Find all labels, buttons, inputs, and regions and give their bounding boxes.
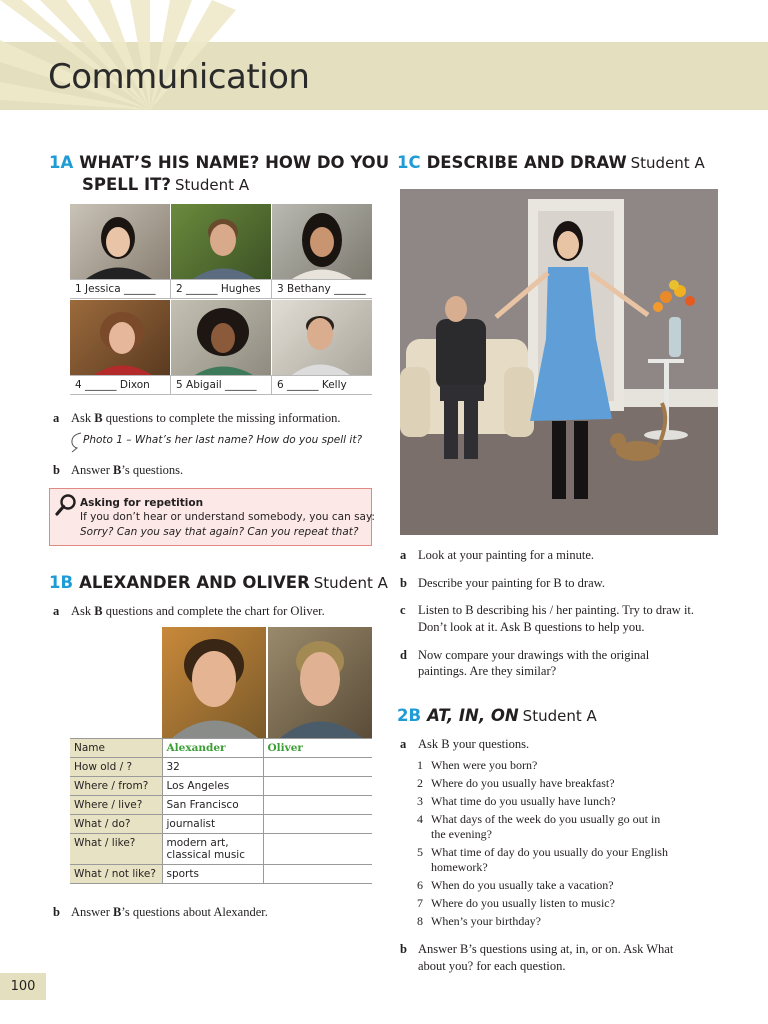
- task-2b-a: [400, 736, 529, 752]
- task-label: b: [400, 576, 407, 590]
- chart-header-cell: Oliver: [263, 739, 372, 758]
- section-1a-heading: [49, 152, 389, 174]
- tip-box: [49, 488, 375, 546]
- task-text: Look at your painting for a minute.: [418, 548, 595, 562]
- section-number: 1B: [49, 573, 74, 592]
- task-label: b: [53, 463, 60, 477]
- task-label: b: [53, 905, 60, 919]
- chart-question-cell: Where / from?: [70, 777, 162, 796]
- chart-answer-cell: 32: [162, 758, 263, 777]
- task-text: Answer B’s questions using at, in, or on. Ask What: [418, 942, 674, 956]
- chart-blank-cell[interactable]: [263, 758, 372, 777]
- chart-row: [70, 865, 372, 884]
- section-number: 2B: [397, 706, 422, 725]
- chart-blank-cell[interactable]: [263, 796, 372, 815]
- task-text: Answer: [71, 463, 114, 477]
- task-1c-a: [400, 547, 594, 563]
- task-1a-a: [53, 410, 340, 426]
- task-1c-c: [400, 602, 694, 618]
- task-1c-c-cont: Don’t look at it. Ask B questions to help you.: [418, 620, 645, 634]
- tip-title: Asking for repetition: [80, 497, 204, 509]
- task-text: ’s questions about Alexander.: [121, 905, 268, 919]
- caption-2: 2 ______ Hughes: [171, 279, 271, 299]
- chart-answer-cell: journalist: [162, 815, 263, 834]
- chart-question-cell: What / like?: [70, 834, 162, 865]
- caption-6: 6 ______ Kelly: [272, 375, 372, 395]
- chart-header-cell: Alexander: [162, 739, 263, 758]
- chart-blank-cell[interactable]: [263, 777, 372, 796]
- section-1b-heading: [49, 572, 388, 594]
- task-1c-d-cont: paintings. Are they similar?: [418, 664, 557, 678]
- task-label: a: [400, 548, 407, 562]
- section-title: AT, IN, ON: [427, 706, 519, 725]
- task-text: Ask: [71, 604, 95, 618]
- chart-answer-cell: modern art, classical music: [162, 834, 263, 865]
- task-text: Now compare your drawings with the original: [418, 648, 650, 662]
- task-text: ’s questions.: [121, 463, 184, 477]
- task-label: c: [400, 603, 406, 617]
- caption-3: 3 Bethany ______: [272, 279, 372, 299]
- chart-header-row: [70, 739, 372, 758]
- student-label: Student A: [522, 707, 597, 725]
- section-title-line1: WHAT’S HIS NAME? HOW DO YOU: [79, 153, 390, 172]
- caption-5: 5 Abigail ______: [171, 375, 271, 395]
- task-label: a: [53, 604, 60, 618]
- tip-phrases: Sorry? Can you say that again? Can you repeat that?: [80, 526, 359, 538]
- student-label: Student A: [630, 154, 705, 172]
- task-label: d: [400, 648, 407, 662]
- question-item: 7 Where do you usually listen to music?: [417, 896, 615, 910]
- chart-blank-cell[interactable]: [263, 865, 372, 884]
- speech-bubble-icon: [69, 431, 83, 453]
- task-label: b: [400, 942, 407, 956]
- question-item: 3 What time do you usually have lunch?: [417, 794, 616, 808]
- task-2b-b-cont: about you? for each question.: [418, 959, 566, 973]
- section-2b-heading: [397, 705, 597, 727]
- info-chart: [70, 738, 372, 884]
- task-text-bold: B: [113, 463, 122, 477]
- question-item: 2 Where do you usually have breakfast?: [417, 776, 615, 790]
- section-title: DESCRIBE AND DRAW: [426, 153, 627, 172]
- section-title: ALEXANDER AND OLIVER: [79, 573, 310, 592]
- task-label: a: [53, 411, 60, 425]
- chart-answer-cell: Los Angeles: [162, 777, 263, 796]
- task-text: Answer: [71, 905, 114, 919]
- example-question: Photo 1 – What’s her last name? How do you spell it?: [83, 434, 363, 446]
- chart-row: [70, 796, 372, 815]
- question-item: 1 When were you born?: [417, 758, 538, 772]
- photo-hughes: [171, 204, 271, 279]
- task-label: a: [400, 737, 407, 751]
- chart-question-cell: What / do?: [70, 815, 162, 834]
- task-2b-b: [400, 941, 673, 957]
- chart-blank-cell[interactable]: [263, 815, 372, 834]
- task-text-bold: B: [94, 411, 103, 425]
- chart-header-cell: Name: [70, 739, 162, 758]
- chart-row: [70, 834, 372, 865]
- chart-answer-cell: sports: [162, 865, 263, 884]
- section-title-line2: SPELL IT?: [82, 175, 171, 194]
- student-label: Student A: [175, 176, 250, 194]
- chart-question-cell: What / not like?: [70, 865, 162, 884]
- task-1b-a: [53, 603, 325, 619]
- chart-row: [70, 777, 372, 796]
- task-1a-b: [53, 462, 183, 478]
- question-item: 5 What time of day do you usually do your English homework?: [417, 845, 668, 874]
- photo-kelly: [272, 300, 372, 375]
- caption-divider: [170, 279, 171, 299]
- photo-alexander: [162, 627, 266, 738]
- student-label: Student A: [313, 574, 388, 592]
- chart-row: [70, 758, 372, 777]
- caption-divider: [170, 375, 171, 395]
- page-title: Communication: [48, 57, 310, 97]
- tip-text: If you don’t hear or understand somebody, you can say:: [80, 511, 375, 523]
- task-text: Ask: [71, 411, 95, 425]
- photo-bethany: [272, 204, 372, 279]
- task-1c-d: [400, 647, 649, 663]
- question-item: 6 When do you usually take a vacation?: [417, 878, 614, 892]
- chart-blank-cell[interactable]: [263, 834, 372, 865]
- photo-dixon: [70, 300, 170, 375]
- task-1b-b: [53, 904, 268, 920]
- chart-question-cell: How old / ?: [70, 758, 162, 777]
- section-1a-heading-line2: [82, 174, 249, 196]
- caption-1: 1 Jessica ______: [70, 279, 170, 299]
- photo-jessica: [70, 204, 170, 279]
- question-list: [417, 758, 668, 929]
- task-text: Ask B your questions.: [418, 737, 530, 751]
- section-1c-heading: [397, 152, 705, 174]
- chart-answer-cell: San Francisco: [162, 796, 263, 815]
- section-number: 1A: [49, 153, 74, 172]
- page-number: 100: [0, 973, 46, 1000]
- caption-divider: [271, 375, 272, 395]
- chart-question-cell: Where / live?: [70, 796, 162, 815]
- question-item: 4 What days of the week do you usually go out in the evening?: [417, 812, 661, 841]
- section-number: 1C: [397, 153, 421, 172]
- photo-oliver: [268, 627, 372, 738]
- caption-4: 4 ______ Dixon: [70, 375, 170, 395]
- task-text: questions to complete the missing information.: [102, 411, 341, 425]
- chart-row: [70, 815, 372, 834]
- caption-divider: [271, 279, 272, 299]
- task-text-bold: B: [113, 905, 122, 919]
- task-text: Describe your painting for B to draw.: [418, 576, 605, 590]
- magnifier-icon: [55, 493, 77, 517]
- task-text-bold: B: [94, 604, 103, 618]
- painting-illustration: [400, 189, 718, 535]
- photo-grid: [70, 204, 372, 397]
- photo-abigail: [171, 300, 271, 375]
- task-1c-b: [400, 575, 605, 591]
- question-item: 8 When’s your birthday?: [417, 914, 541, 928]
- task-text: Listen to B describing his / her painting. Try to draw it.: [418, 603, 695, 617]
- task-text: questions and complete the chart for Oliver.: [102, 604, 325, 618]
